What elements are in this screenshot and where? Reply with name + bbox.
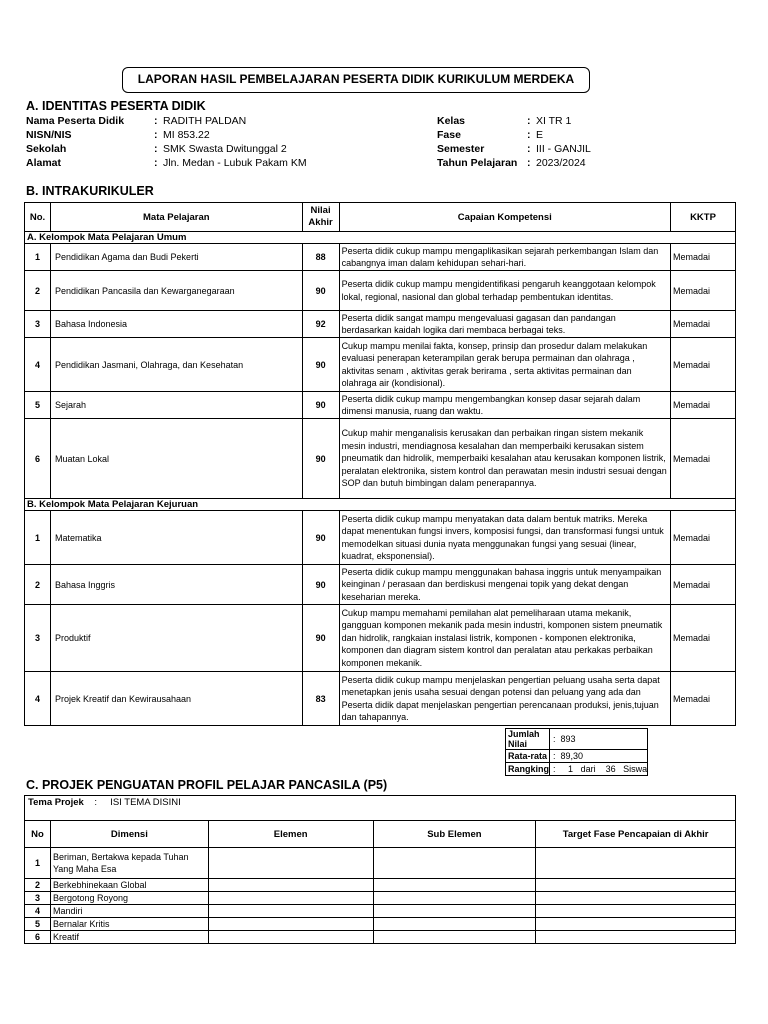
tema-label: Tema Projek: [28, 797, 84, 808]
identity-value: III - GANJIL: [536, 143, 591, 155]
summary-row-jumlah: Jumlah Nilai : 893: [506, 729, 648, 750]
identity-value: E: [536, 129, 544, 141]
row-mapel: Bahasa Indonesia: [50, 311, 302, 338]
row-no: 5: [25, 918, 51, 931]
row-mapel: Pendidikan Jasmani, Olahraga, dan Kesehatan: [50, 338, 302, 392]
row-sub-elemen: [373, 905, 536, 918]
identity-label: Fase: [437, 129, 461, 141]
group-row: [25, 232, 736, 244]
row-elemen: [208, 905, 373, 918]
row-nilai: 90: [302, 565, 339, 605]
group-b-label: B. Kelompok Mata Pelajaran Kejuruan: [25, 499, 736, 511]
tema-row: Tema Projek : ISI TEMA DISINI: [25, 796, 736, 821]
row-kktp: Memadai: [671, 511, 736, 565]
table-row: [25, 848, 736, 879]
summary-table: [505, 728, 648, 776]
row-mapel: Pendidikan Pancasila dan Kewarganegaraan: [50, 271, 302, 311]
identity-row-nama: Nama Peserta Didik : RADITH PALDAN: [26, 115, 247, 127]
group-a-label: A. Kelompok Mata Pelajaran Umum: [25, 232, 736, 244]
identity-left: [26, 114, 307, 170]
row-target: [536, 892, 736, 905]
row-no: 1: [25, 244, 51, 271]
table-row: [25, 311, 736, 338]
table-header-row: [25, 821, 736, 848]
col-header-capaian: Capaian Kompetensi: [339, 203, 670, 232]
row-kktp: Memadai: [671, 271, 736, 311]
table-row: [25, 419, 736, 499]
table-row: [25, 338, 736, 392]
row-kktp: Memadai: [671, 565, 736, 605]
rank-unit: Siswa: [623, 764, 648, 774]
row-elemen: [208, 848, 373, 879]
identity-label: Semester: [437, 143, 485, 155]
row-sub-elemen: [373, 931, 536, 944]
table-row: [25, 244, 736, 271]
row-elemen: [208, 892, 373, 905]
row-capaian: Peserta didik cukup mampu menyatakan data dalam bentuk matriks. Mereka dapat menentukan fungsi invers, komposisi fungsi, dan transformasi fungsi untuk memodelkan situasi dunia nyata menggunakan fungsi yang sesuai (linear, kuadrat, eksponensial).: [339, 511, 670, 565]
row-nilai: 83: [302, 672, 339, 726]
identity-row-semester: Semester : III - GANJIL: [437, 143, 591, 155]
identity-row-fase: Fase : E: [437, 129, 544, 141]
row-no: 4: [25, 338, 51, 392]
row-sub-elemen: [373, 892, 536, 905]
row-mapel: Projek Kreatif dan Kewirausahaan: [50, 672, 302, 726]
row-mapel: Produktif: [50, 605, 302, 672]
col-header-nilai: Nilai Akhir: [302, 203, 339, 232]
p5-table: [24, 795, 736, 944]
row-capaian: Cukup mahir menganalisis kerusakan dan perbaikan ringan sistem mekanik mesin industri, mendiagnosa kesalahan dan memperbaiki kerusakan sistem pneumatik dan hidrolik, memperbaiki kesalahan atau kerusakan komponen listrik, peralatan elektronika, sistem kontrol dan perawatan mesin industri sesuai dengan SOP dan butuh bimbingan dalam penerapannya.: [339, 419, 670, 499]
row-nilai: 90: [302, 605, 339, 672]
row-sub-elemen: [373, 848, 536, 879]
row-nilai: 90: [302, 511, 339, 565]
row-dimensi: Mandiri: [50, 905, 208, 918]
table-header-row: [25, 203, 736, 232]
row-capaian: Peserta didik cukup mampu mengembangkan konsep dasar sejarah dalam dimensi manusia, ruang dan waktu.: [339, 392, 670, 419]
summary-row-rata: Rata-rata : 89,30: [506, 750, 648, 763]
row-no: 6: [25, 931, 51, 944]
row-dimensi: Berkebhinekaan Global: [50, 879, 208, 892]
row-no: 6: [25, 419, 51, 499]
row-target: [536, 931, 736, 944]
section-b-heading: B. INTRAKURIKULER: [26, 184, 154, 198]
table-row: [25, 672, 736, 726]
col-header-dimensi: Dimensi: [50, 821, 208, 848]
summary-label: Rangking: [506, 763, 550, 776]
table-row: [25, 918, 736, 931]
col-header-no: No: [25, 821, 51, 848]
row-elemen: [208, 918, 373, 931]
summary-row-rank: Rangking : 1 dari 36 Siswa: [506, 763, 648, 776]
row-nilai: 92: [302, 311, 339, 338]
row-capaian: Peserta didik cukup mampu mengidentifikasi pengaruh keanggotaan kelompok lokal, regional, nasional dan global terhadap pembentukan identitas.: [339, 271, 670, 311]
row-nilai: 90: [302, 419, 339, 499]
row-sub-elemen: [373, 879, 536, 892]
row-sub-elemen: [373, 918, 536, 931]
row-nilai: 88: [302, 244, 339, 271]
row-no: 4: [25, 672, 51, 726]
row-nilai: 90: [302, 271, 339, 311]
row-no: 3: [25, 605, 51, 672]
row-dimensi: Kreatif: [50, 931, 208, 944]
intrakurikuler-table: [24, 202, 736, 726]
identity-value: Jln. Medan - Lubuk Pakam KM: [163, 157, 307, 169]
row-no: 1: [25, 848, 51, 879]
row-no: 1: [25, 511, 51, 565]
row-no: 2: [25, 565, 51, 605]
row-dimensi: Bergotong Royong: [50, 892, 208, 905]
row-target: [536, 848, 736, 879]
identity-right: [437, 114, 591, 170]
table-row: [25, 271, 736, 311]
col-header-target: Target Fase Pencapaian di Akhir: [536, 821, 736, 848]
section-c-heading: C. PROJEK PENGUATAN PROFIL PELAJAR PANCASILA (P5): [26, 778, 388, 792]
row-nilai: 90: [302, 338, 339, 392]
table-row: [25, 392, 736, 419]
row-kktp: Memadai: [671, 338, 736, 392]
row-kktp: Memadai: [671, 605, 736, 672]
row-no: 5: [25, 392, 51, 419]
row-target: [536, 905, 736, 918]
identity-row-tahun: Tahun Pelajaran : 2023/2024: [437, 157, 586, 169]
table-row: [25, 605, 736, 672]
row-capaian: Peserta didik sangat mampu mengevaluasi gagasan dan pandangan berdasarkan kaidah logika dari membaca berbagai teks.: [339, 311, 670, 338]
row-target: [536, 918, 736, 931]
identity-row-kelas: Kelas : XI TR 1: [437, 115, 572, 127]
row-mapel: Matematika: [50, 511, 302, 565]
table-row: [25, 905, 736, 918]
row-no: 3: [25, 311, 51, 338]
table-row: [25, 892, 736, 905]
row-dimensi: Bernalar Kritis: [50, 918, 208, 931]
row-capaian: Peserta didik cukup mampu menggunakan bahasa inggris untuk menyampaikan keinginan / perasaan dan berdiskusi mengenai topik yang dekat dengan keseharian mereka.: [339, 565, 670, 605]
col-header-sub-elemen: Sub Elemen: [373, 821, 536, 848]
identity-label: Alamat: [26, 157, 62, 169]
summary-label: Rata-rata: [506, 750, 550, 763]
row-mapel: Pendidikan Agama dan Budi Pekerti: [50, 244, 302, 271]
row-elemen: [208, 879, 373, 892]
row-no: 4: [25, 905, 51, 918]
table-row: [25, 565, 736, 605]
col-header-elemen: Elemen: [208, 821, 373, 848]
identity-label: Kelas: [437, 115, 466, 127]
row-capaian: Peserta didik cukup mampu menjelaskan pengertian peluang usaha serta dapat menetapkan jenis usaha sesuai dengan potensi dan peluang yang ada dan Peserta didik dapat menjelaskan pengertian perencanaan produksi, jenis,tujuan dan tahapannya.: [339, 672, 670, 726]
identity-row-nisn: NISN/NIS : MI 853.22: [26, 129, 210, 141]
tema-value: ISI TEMA DISINI: [110, 797, 181, 808]
identity-row-alamat: Alamat : Jln. Medan - Lubuk Pakam KM: [26, 157, 307, 169]
col-header-mapel: Mata Pelajaran: [50, 203, 302, 232]
identity-label: Nama Peserta Didik: [26, 115, 125, 127]
row-nilai: 90: [302, 392, 339, 419]
identity-row-sekolah: Sekolah : SMK Swasta Dwitunggal 2: [26, 143, 287, 155]
summary-value: 893: [560, 734, 576, 744]
row-mapel: Muatan Lokal: [50, 419, 302, 499]
summary-value: 89,30: [560, 751, 584, 761]
identity-value: RADITH PALDAN: [163, 115, 247, 127]
row-kktp: Memadai: [671, 311, 736, 338]
row-capaian: Cukup mampu memahami pemilahan alat pemeliharaan utama mekanik, gangguan komponen mekanik pada mesin industri, komponen sistem pneumatik dan hidrolik, rangkaian instalasi listrik, komponen - komponen elektronika, komponen dan diagram sistem kontrol dan peralatan atau perkakas perbaikan komponen mekanik.: [339, 605, 670, 672]
row-kktp: Memadai: [671, 419, 736, 499]
col-header-kktp: KKTP: [671, 203, 736, 232]
rank-total: 36: [605, 764, 616, 774]
group-row: [25, 499, 736, 511]
row-kktp: Memadai: [671, 672, 736, 726]
identity-value: XI TR 1: [536, 115, 572, 127]
row-mapel: Bahasa Inggris: [50, 565, 302, 605]
identity-label: NISN/NIS: [26, 129, 72, 141]
rank-dari: dari: [580, 764, 596, 774]
row-dimensi: Beriman, Bertakwa kepada Tuhan Yang Maha Esa: [50, 848, 208, 879]
rank-position: 1: [568, 764, 574, 774]
identity-value: 2023/2024: [536, 157, 586, 169]
summary-label: Jumlah Nilai: [506, 729, 550, 750]
row-no: 2: [25, 879, 51, 892]
row-kktp: Memadai: [671, 392, 736, 419]
report-title: LAPORAN HASIL PEMBELAJARAN PESERTA DIDIK KURIKULUM MERDEKA: [122, 67, 590, 93]
col-header-no: No.: [25, 203, 51, 232]
identity-value: SMK Swasta Dwitunggal 2: [163, 143, 287, 155]
row-elemen: [208, 931, 373, 944]
identity-label: Sekolah: [26, 143, 67, 155]
row-mapel: Sejarah: [50, 392, 302, 419]
row-no: 3: [25, 892, 51, 905]
identity-value: MI 853.22: [163, 129, 210, 141]
table-row: [25, 511, 736, 565]
section-a-heading: A. IDENTITAS PESERTA DIDIK: [26, 99, 206, 113]
row-no: 2: [25, 271, 51, 311]
row-capaian: Peserta didik cukup mampu mengaplikasikan sejarah perkembangan Islam dan cabangnya iman dalam kehidupan sehari-hari.: [339, 244, 670, 271]
table-row: [25, 931, 736, 944]
row-capaian: Cukup mampu menilai fakta, konsep, prinsip dan prosedur dalam melakukan evaluasi penerapan keterampilan gerak berupa permainan dan olahraga , aktivitas senam , aktivitas gerak berirama , serta aktivitas permainan dan olahraga air (kondisional).: [339, 338, 670, 392]
identity-label: Tahun Pelajaran: [437, 157, 518, 169]
table-row: [25, 879, 736, 892]
row-target: [536, 879, 736, 892]
row-kktp: Memadai: [671, 244, 736, 271]
